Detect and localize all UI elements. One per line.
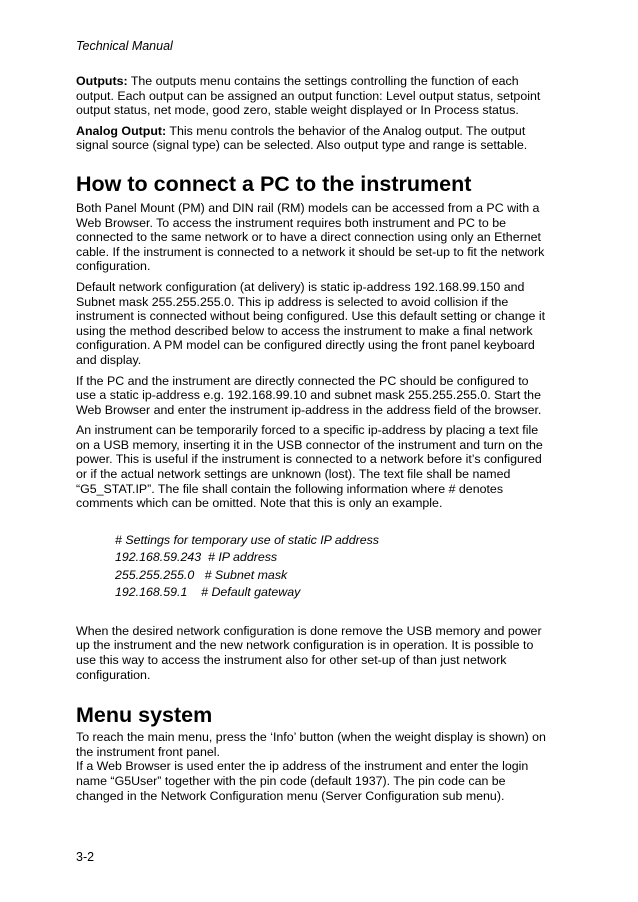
connect-paragraph-3: If the PC and the instrument are directly connected the PC should be configured to use a static ip-address e.g. 192.168.99.10 and subnet mask 255.255.255.0. Start the Web Browser and enter the instrument ip-address in the address field of the browser. — [76, 373, 542, 417]
connect-pc-heading: How to connect a PC to the instrument — [76, 171, 472, 196]
static-ip-file-example — [115, 532, 546, 602]
page-number: 3-2 — [76, 850, 95, 864]
menu-paragraph-1: To reach the main menu, press the ‘Info’ button (when the weight display is shown) on the instrument front panel. — [76, 730, 546, 759]
connect-paragraph-4: An instrument can be temporarily forced to a specific ip-address by placing a text file on a USB memory, inserting it in the USB connector of the instrument and turn on the power. This is useful if the instrument is connected to a network before it’s configured or if the actual network settings are unknown (lost). The text file shall be named “G5_STAT.IP”. The file shall contain the following information where # denotes comments which can be omitted. Note that this is only an example. — [76, 423, 543, 511]
code-line: 192.168.59.243 # IP address — [115, 550, 278, 565]
analog-output-label: Analog Output: — [76, 123, 167, 138]
outputs-paragraph — [76, 74, 546, 118]
outputs-label: Outputs: — [76, 74, 128, 88]
page-body — [76, 74, 546, 809]
code-line: 255.255.255.0 # Subnet mask — [115, 567, 288, 582]
connect-paragraph-2: Default network configuration (at delivery) is static ip-address 192.168.99.150 and Subnet mask 255.255.255.0. This ip address is selected to avoid collision if the instrument is connected without being configured. Use this default setting or change it using the method described below to access the instrument to make a final network configuration. A PM model can be configured directly using the front panel keyboard and display. — [76, 279, 546, 367]
code-line: # Settings for temporary use of static IP address — [115, 532, 379, 547]
code-line: 192.168.59.1 # Default gateway — [115, 585, 301, 600]
analog-output-text: This menu controls the behavior of the Analog output. The output signal source (signal type) can be selected. Also output type and range is settable. — [76, 123, 528, 153]
menu-system-heading: Menu system — [76, 703, 213, 728]
connect-paragraph-5: When the desired network configuration is done remove the USB memory and power up the instrument and the new network configuration is in operation. It is possible to use this way to access the instrument also for other set-up of than just network configuration. — [76, 623, 542, 682]
connect-paragraph-1: Both Panel Mount (PM) and DIN rail (RM) models can be accessed from a PC with a Web Browser. To access the instrument requires both instrument and PC to be connected to the same network or to have a direct connection using only an Ethernet cable. If the instrument is connected to a network it should be set-up to fit the network configuration. — [76, 200, 545, 274]
menu-paragraph-2: If a Web Browser is used enter the ip address of the instrument and enter the login name “G5User” together with the pin code (default 1937). The pin code can be changed in the Network Configuration menu (Server Configuration sub menu). — [76, 759, 529, 803]
running-header: Technical Manual — [76, 39, 173, 53]
outputs-text: The outputs menu contains the settings controlling the function of each output. Each output can be assigned an output function: Level output status, setpoint output status, net mode, good zero, stable weight displayed or In Process status. — [76, 74, 541, 118]
analog-output-paragraph — [76, 124, 546, 153]
